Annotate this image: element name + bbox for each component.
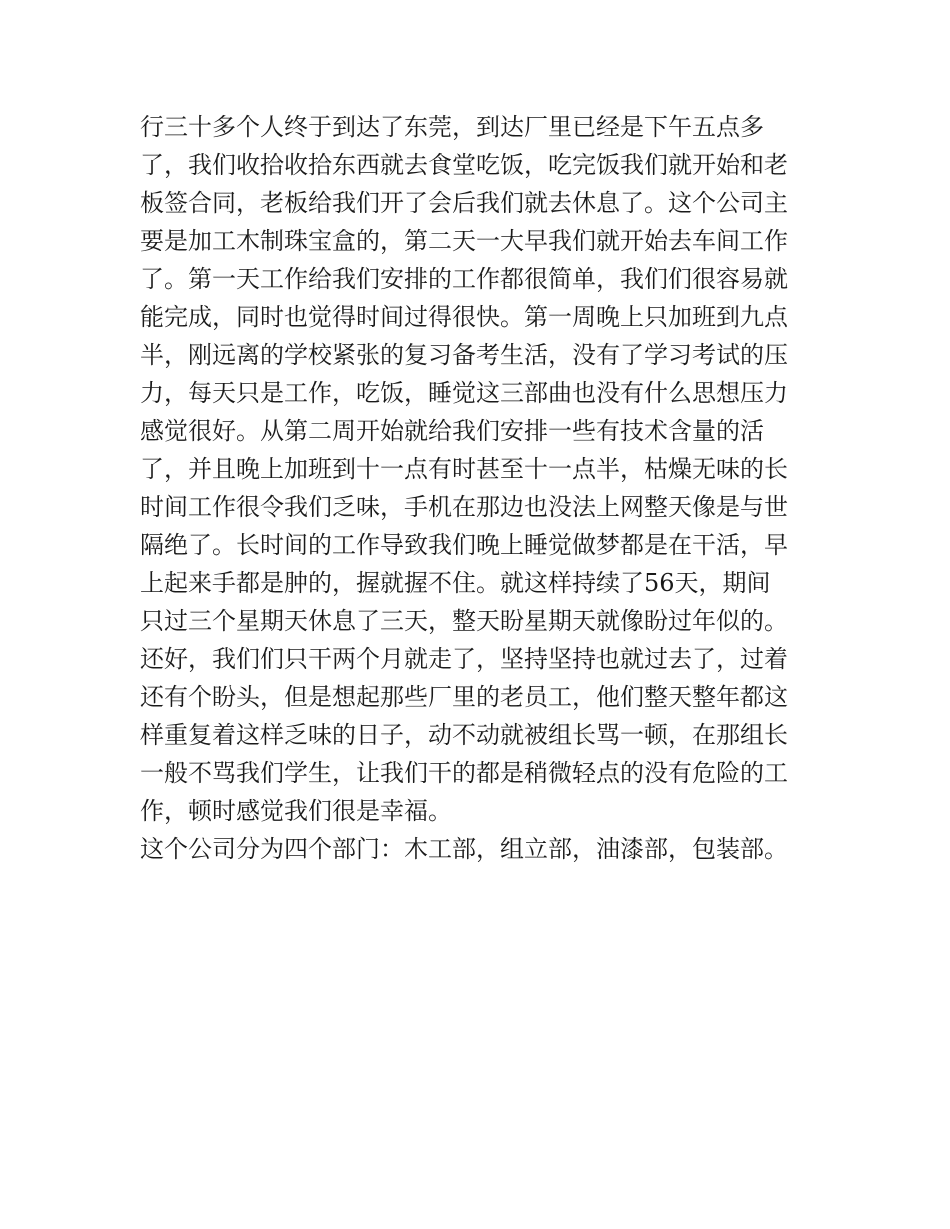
- text-line: 这个公司分为四个部门：木工部，组立部，油漆部，包装部。: [140, 835, 788, 863]
- text-line: 还好，我们们只干两个月就走了，坚持坚持也就过去了，过着: [140, 645, 788, 673]
- body-text: [140, 108, 820, 868]
- text-line: 只过三个星期天休息了三天，整天盼星期天就像盼过年似的。: [140, 607, 788, 635]
- text-line: 上起来手都是肿的，握就握不住。就这样持续了56天，期间: [140, 569, 771, 597]
- text-line: 板签合同，老板给我们开了会后我们就去休息了。这个公司主: [140, 189, 788, 217]
- text-line: 半，刚远离的学校紧张的复习备考生活，没有了学习考试的压: [140, 341, 788, 369]
- text-line: 力，每天只是工作，吃饭，睡觉这三部曲也没有什么思想压力: [140, 379, 788, 407]
- text-line: 了。第一天工作给我们安排的工作都很简单，我们们很容易就: [140, 265, 788, 293]
- text-line: 时间工作很令我们乏味，手机在那边也没法上网整天像是与世: [140, 493, 788, 521]
- text-line: 作，顿时感觉我们很是幸福。: [140, 797, 452, 825]
- text-line: 隔绝了。长时间的工作导致我们晚上睡觉做梦都是在干活，早: [140, 531, 788, 559]
- text-line: 行三十多个人终于到达了东莞，到达厂里已经是下午五点多: [140, 113, 764, 141]
- text-line: 能完成，同时也觉得时间过得很快。第一周晚上只加班到九点: [140, 303, 788, 331]
- text-line: 还有个盼头，但是想起那些厂里的老员工，他们整天整年都这: [140, 683, 788, 711]
- text-line: 样重复着这样乏味的日子，动不动就被组长骂一顿，在那组长: [140, 721, 788, 749]
- text-line: 要是加工木制珠宝盒的，第二天一大早我们就开始去车间工作: [140, 227, 788, 255]
- text-line: 了，并且晚上加班到十一点有时甚至十一点半，枯燥无味的长: [140, 455, 788, 483]
- text-line: 感觉很好。从第二周开始就给我们安排一些有技术含量的活: [140, 417, 764, 445]
- text-line: 一般不骂我们学生，让我们干的都是稍微轻点的没有危险的工: [140, 759, 788, 787]
- text-line: 了，我们收拾收拾东西就去食堂吃饭，吃完饭我们就开始和老: [140, 151, 788, 179]
